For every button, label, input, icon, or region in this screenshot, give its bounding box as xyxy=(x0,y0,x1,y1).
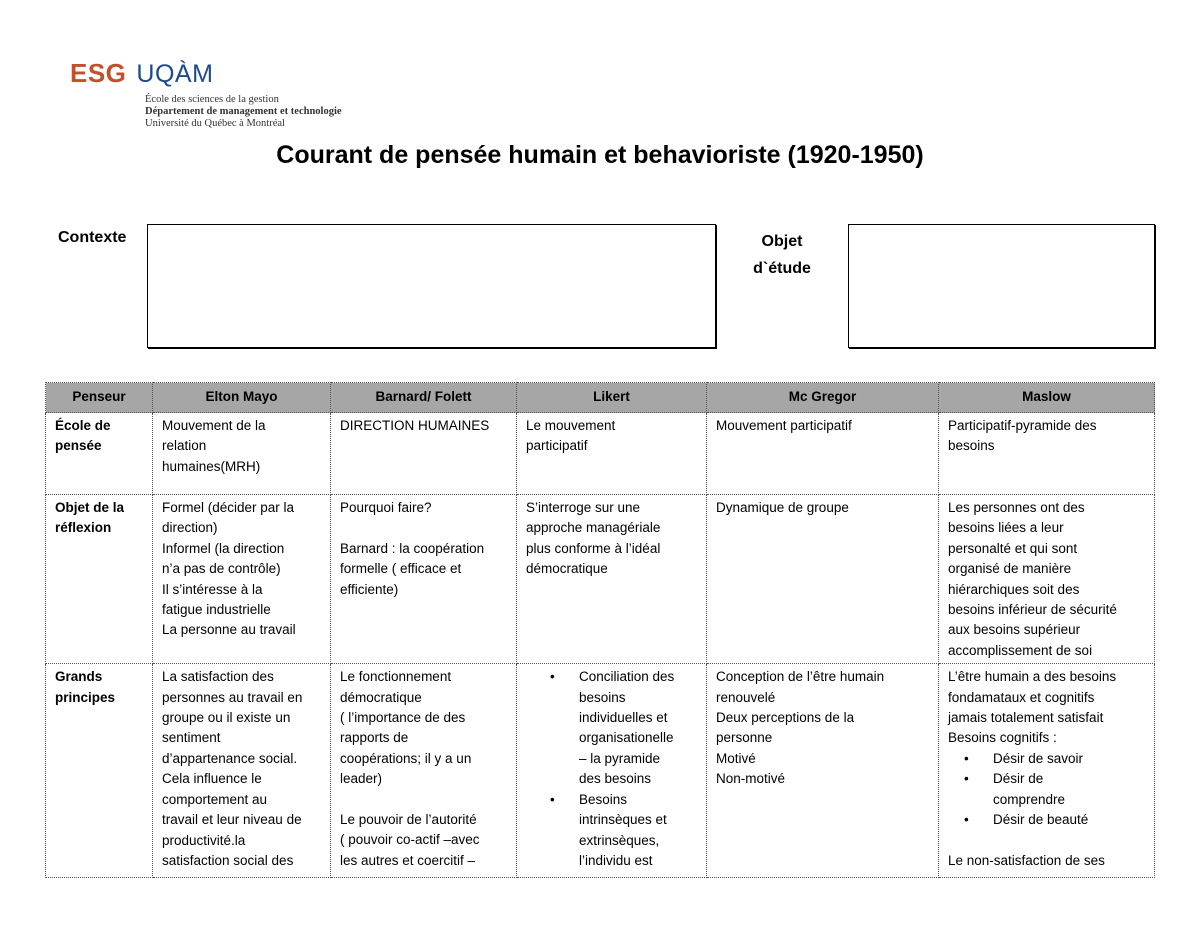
list-item xyxy=(526,667,697,789)
cell-mcgregor-objet xyxy=(707,495,939,664)
table-header-row xyxy=(46,383,1155,413)
cell-maslow-objet xyxy=(939,495,1155,664)
text-line: Le mouvement xyxy=(526,418,616,433)
text-line: • Conciliation des xyxy=(579,669,675,685)
text-line: besoins xyxy=(948,438,995,454)
text-line: productivité.la xyxy=(162,832,246,848)
text-line: démocratique xyxy=(340,689,422,705)
header-barnard-folett: Barnard/ Folett xyxy=(331,383,517,413)
text-line: sentiment xyxy=(162,730,221,746)
text-line: n’a pas de contrôle) xyxy=(162,561,281,577)
objet-label-line: d`étude xyxy=(753,260,811,277)
text-line: • Désir de savoir xyxy=(993,750,1084,766)
text-line: Formel (décider par la xyxy=(162,500,295,515)
text-line: Cela influence le xyxy=(162,771,262,787)
text-line: hiérarchiques soit des xyxy=(948,581,1080,597)
text-line: accomplissement de soi xyxy=(948,642,1093,658)
text-line: Motivé xyxy=(716,750,756,766)
cell-mayo-objet xyxy=(153,495,331,664)
text-line: organisé de manière xyxy=(948,561,1072,577)
text-line: DIRECTION HUMAINES xyxy=(340,418,490,433)
text-line: Barnard : la coopération xyxy=(340,540,485,556)
text-line: plus conforme à l’idéal xyxy=(526,540,661,556)
text-line: • Désir de beauté xyxy=(993,812,1089,828)
text-line: démocratique xyxy=(526,561,608,577)
text-line: fondamataux et cognitifs xyxy=(948,689,1095,705)
text-line: participatif xyxy=(526,438,588,454)
text-line: des besoins xyxy=(579,771,652,787)
text-line: réflexion xyxy=(55,520,112,536)
text-line: Besoins cognitifs : xyxy=(948,730,1057,746)
text-line: principes xyxy=(55,689,116,705)
text-line: comprendre xyxy=(993,791,1066,807)
row-label-objet xyxy=(46,495,153,664)
cell-likert-ecole xyxy=(517,413,707,495)
esg-uqam-logo xyxy=(70,58,213,89)
text-line: La satisfaction des xyxy=(162,669,274,685)
table-row xyxy=(46,495,1155,664)
text-line: groupe ou il existe un xyxy=(162,710,291,726)
text-line: coopérations; il y a un xyxy=(340,750,472,766)
table-row xyxy=(46,664,1155,878)
text-line: pensée xyxy=(55,438,102,454)
text-line: Dynamique de groupe xyxy=(716,500,849,515)
text-line: Il s’intéresse à la xyxy=(162,581,263,597)
institution-line: École des sciences de la gestion xyxy=(145,94,279,105)
list-item xyxy=(948,810,1145,830)
row-label-principes xyxy=(46,664,153,878)
text-line: aux besoins supérieur xyxy=(948,622,1081,638)
text-line: l’individu est xyxy=(579,852,653,868)
text-line: Objet de la xyxy=(55,500,125,515)
text-line: extrinsèques, xyxy=(579,832,660,848)
cell-maslow-principes xyxy=(939,664,1155,878)
text-line: La personne au travail xyxy=(162,622,296,638)
text-line xyxy=(340,518,507,538)
text-line: approche managériale xyxy=(526,520,661,536)
text-line: efficiente) xyxy=(340,581,399,597)
logo-esg-text: ESG xyxy=(70,58,127,88)
text-line: satisfaction social des xyxy=(162,852,294,868)
text-line: Les personnes ont des xyxy=(948,500,1085,515)
text-line: relation xyxy=(162,438,207,454)
text-line: formelle ( efficace et xyxy=(340,561,462,577)
list-item xyxy=(948,769,1145,810)
text-line: renouvelé xyxy=(716,689,776,705)
text-line: humaines(MRH) xyxy=(162,458,261,474)
cell-likert-objet xyxy=(517,495,707,664)
text-line: besoins liées a leur xyxy=(948,520,1064,536)
institution-line: Département de management et technologie xyxy=(145,106,342,117)
text-line: S’interroge sur une xyxy=(526,500,641,515)
text-line: ( pouvoir co-actif –avec xyxy=(340,832,480,848)
text-line: intrinsèques et xyxy=(579,812,667,828)
context-label: Contexte xyxy=(58,229,127,246)
text-line: organisationelle xyxy=(579,730,674,746)
header-likert: Likert xyxy=(517,383,707,413)
header-elton-mayo: Elton Mayo xyxy=(153,383,331,413)
text-line: besoins inférieur de sécurité xyxy=(948,602,1117,618)
objet-etude-box[interactable] xyxy=(848,224,1155,348)
text-line: Le non-satisfaction de ses xyxy=(948,852,1105,868)
text-line: besoins xyxy=(579,689,626,705)
text-line: Participatif-pyramide des xyxy=(948,418,1097,433)
header-mc-gregor: Mc Gregor xyxy=(707,383,939,413)
text-line: Mouvement participatif xyxy=(716,418,852,433)
text-line: • Désir de xyxy=(993,771,1044,787)
institution-lines xyxy=(145,94,342,130)
likert-bullet-list xyxy=(526,667,697,871)
list-item xyxy=(948,749,1145,769)
header-maslow: Maslow xyxy=(939,383,1155,413)
text-line: leader) xyxy=(340,771,383,787)
text-line: Informel (la direction xyxy=(162,540,285,556)
header-penseur: Penseur xyxy=(46,383,153,413)
text-line: ( l’importance de des xyxy=(340,710,466,726)
text-line: Mouvement de la xyxy=(162,418,266,433)
institution-line: Université du Québec à Montréal xyxy=(145,118,285,129)
context-box[interactable] xyxy=(147,224,716,348)
list-item xyxy=(526,790,697,872)
objet-label-line: Objet xyxy=(761,233,803,250)
cell-mayo-principes xyxy=(153,664,331,878)
thinkers-table xyxy=(45,382,1155,878)
text-line: les autres et coercitif – xyxy=(340,852,476,868)
maslow-bullet-list xyxy=(948,749,1145,831)
cell-likert-principes xyxy=(517,664,707,878)
text-line: Pourquoi faire? xyxy=(340,500,432,515)
cell-mcgregor-ecole xyxy=(707,413,939,495)
text-line: personalté et qui sont xyxy=(948,540,1078,556)
text-line: rapports de xyxy=(340,730,409,746)
text-line: comportement au xyxy=(162,791,268,807)
text-line: École de xyxy=(55,418,111,433)
text-line: travail et leur niveau de xyxy=(162,812,302,828)
text-line: Le fonctionnement xyxy=(340,669,452,685)
logo-uqam-text: UQÀM xyxy=(136,60,214,88)
text-line: jamais totalement satisfait xyxy=(948,710,1104,726)
table-row xyxy=(46,413,1155,495)
text-line: L’être humain a des besoins xyxy=(948,669,1117,685)
text-line: Le pouvoir de l’autorité xyxy=(340,812,477,828)
text-line: fatigue industrielle xyxy=(162,602,271,618)
text-line: Conception de l’être humain xyxy=(716,669,885,685)
text-line xyxy=(340,790,507,810)
cell-mayo-ecole xyxy=(153,413,331,495)
row-label-ecole xyxy=(46,413,153,495)
page-title: Courant de pensée humain et behavioriste (1920-1950) xyxy=(276,141,924,169)
text-line: – la pyramide xyxy=(579,750,661,766)
text-line: Grands xyxy=(55,669,103,685)
objet-etude-label xyxy=(740,228,824,282)
cell-mcgregor-principes xyxy=(707,664,939,878)
text-line: Deux perceptions de la xyxy=(716,710,855,726)
text-line: direction) xyxy=(162,520,218,536)
text-line: d’appartenance social. xyxy=(162,750,298,766)
text-line: individuelles et xyxy=(579,710,668,726)
text-line: Non-motivé xyxy=(716,771,786,787)
text-line: personnes au travail en xyxy=(162,689,303,705)
text-line: • Besoins xyxy=(579,791,628,807)
cell-barnard-principes xyxy=(331,664,517,878)
cell-barnard-objet xyxy=(331,495,517,664)
text-line xyxy=(948,831,1145,851)
cell-maslow-ecole xyxy=(939,413,1155,495)
cell-barnard-ecole xyxy=(331,413,517,495)
text-line: personne xyxy=(716,730,773,746)
